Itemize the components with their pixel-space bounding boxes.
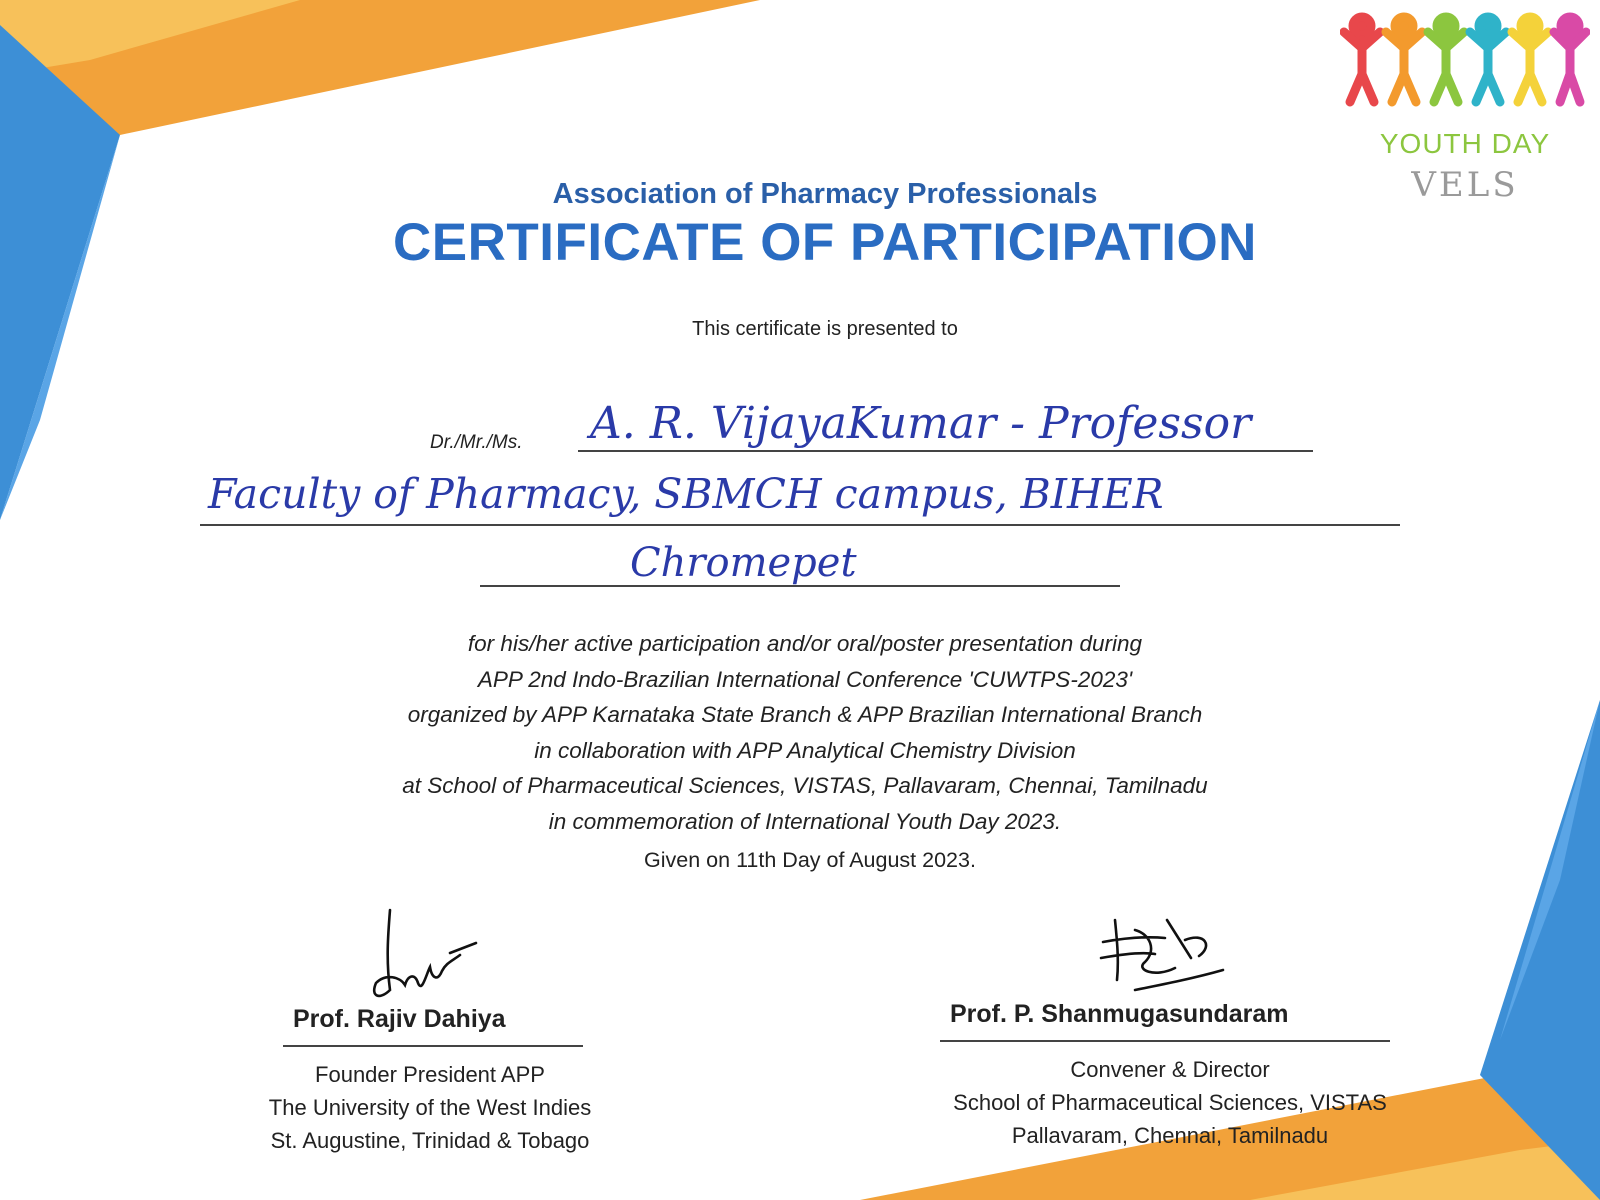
body-line: in commemoration of International Youth Day 2023. (548, 808, 1062, 834)
signatory-1-line (283, 1045, 583, 1047)
signatory-2-name: Prof. P. Shanmugasundaram (950, 1000, 1289, 1028)
signatory-2-details (900, 1053, 1440, 1152)
body-line: at School of Pharmaceutical Sciences, VISTAS, Pallavaram, Chennai, Tamilnadu (402, 773, 1208, 798)
signatory-1-role: Founder President APP (315, 1062, 545, 1087)
salutation-label: Dr./Mr./Ms. (430, 432, 523, 453)
given-date: Given on 11th Day of August 2023. (644, 848, 976, 872)
name-underline-2 (200, 524, 1400, 526)
name-underline-1 (578, 450, 1313, 452)
signature-shanmugasundaram (1095, 910, 1245, 1005)
body-line: in collaboration with APP Analytical Chemistry Division (534, 737, 1076, 763)
signatory-2-line (940, 1040, 1390, 1042)
certificate-title: CERTIFICATE OF PARTICIPATION (393, 213, 1257, 272)
signatory-2-role: Convener & Director (1070, 1057, 1270, 1082)
logo-youth-day-text: YOUTH DAY (1379, 128, 1551, 159)
signatory-1-name: Prof. Rajiv Dahiya (293, 1005, 506, 1033)
youth-day-figures-logo (1340, 12, 1590, 112)
signatory-1-affiliation: The University of the West Indies (268, 1095, 592, 1120)
recipient-name-line-3: Chromepet (630, 540, 857, 586)
name-underline-3 (480, 585, 1120, 587)
signatory-1-location: St. Augustine, Trinidad & Tobago (270, 1128, 590, 1153)
recipient-name-line-1: A. R. VijayaKumar - Professor (590, 398, 1252, 449)
body-line: for his/her active participation and/or oral/poster presentation during (467, 631, 1143, 656)
signatory-2-location: Pallavaram, Chennai, Tamilnadu (1011, 1123, 1329, 1148)
organization-name: Association of Pharmacy Professionals (552, 178, 1098, 210)
body-line: APP 2nd Indo-Brazilian International Conference 'CUWTPS-2023' (477, 666, 1133, 692)
body-line: organized by APP Karnataka State Branch & APP Brazilian International Branch (407, 702, 1203, 727)
signatory-1-details (210, 1058, 650, 1157)
presented-to-text: This certificate is presented to (692, 318, 958, 340)
signatory-2-affiliation: School of Pharmaceutical Sciences, VISTAS (953, 1090, 1387, 1115)
logo-vels-text: VELS (1411, 165, 1519, 205)
recipient-name-line-2: Faculty of Pharmacy, SBMCH campus, BIHER (208, 470, 1164, 518)
signature-rajiv-dahiya (360, 905, 500, 1015)
participation-description (0, 626, 1600, 839)
